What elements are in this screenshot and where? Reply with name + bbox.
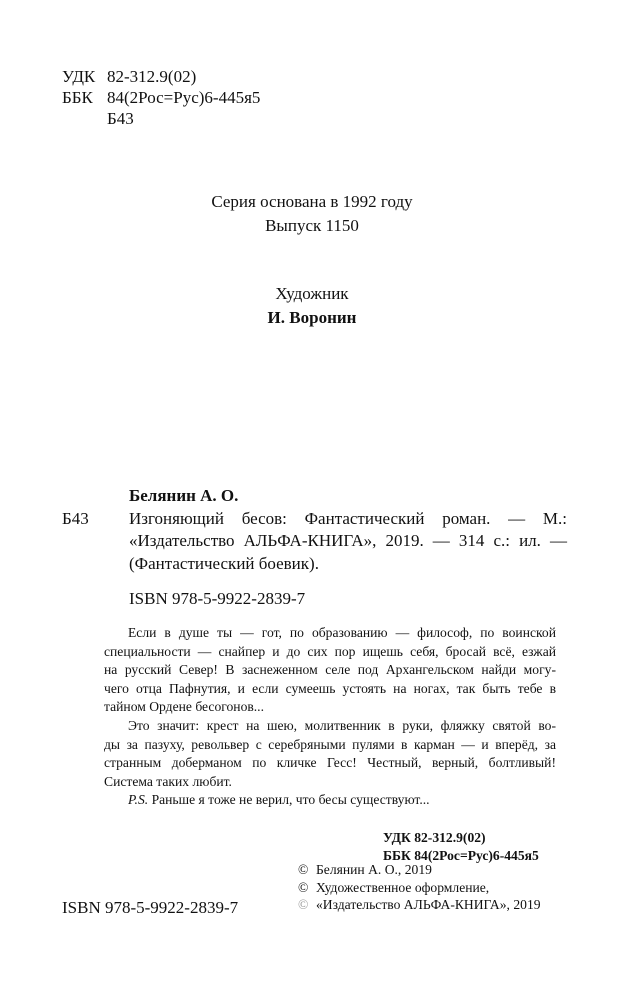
biblio-author: Белянин А. О.	[129, 486, 239, 505]
series-block	[0, 190, 624, 238]
udk-label: УДК	[62, 67, 96, 86]
copyright-line-1: © Белянин А. О., 2019	[298, 862, 432, 877]
udk-row	[62, 66, 260, 87]
artist-label: Художник	[275, 284, 349, 303]
annotation-line: чего отца Пафнутия, и если сумеешь устоять на ногах, так быть тебе в	[104, 680, 556, 696]
copyright-line-3: © «Издательство АЛЬФА-КНИГА», 2019	[298, 897, 541, 912]
biblio-text: Изгоняющий бесов: Фантастический роман. — М.:	[129, 508, 567, 528]
ps-label: P.S.	[128, 792, 149, 808]
annotation	[104, 624, 556, 810]
index-udk: УДК 82-312.9(02)	[383, 830, 486, 845]
isbn-bottom: ISBN 978-5-9922-2839-7	[62, 898, 239, 917]
copyright-block	[298, 861, 541, 914]
series-founded: Серия основана в 1992 году	[211, 192, 413, 211]
biblio-line-1	[62, 508, 567, 531]
index-bbk: ББК 84(2Рос=Рус)6-445я5	[383, 848, 539, 863]
copyright-icon: ©	[298, 897, 309, 912]
bbk-row	[62, 87, 260, 108]
ps-text: Раньше я тоже не верил, что бесы существуют...	[151, 792, 430, 808]
author-mark: Б43	[107, 109, 134, 128]
author-mark-row	[62, 108, 260, 129]
biblio-author-line	[62, 485, 567, 508]
udk-value: 82-312.9(02)	[107, 67, 197, 86]
copyright-icon: ©	[298, 879, 309, 895]
bbk-label: ББК	[62, 88, 93, 107]
artist-name: И. Воронин	[267, 308, 357, 327]
annotation-line: на русский Север! В заснеженном селе под Архангельском найди могу-	[104, 662, 556, 678]
annotation-line: ды за пазуху, револьвер с серебряными пулями в карман — и вперёд, за	[104, 736, 556, 752]
classification-block	[62, 66, 260, 129]
biblio-line-2	[62, 530, 567, 553]
biblio-text: (Фантастический боевик).	[129, 553, 319, 573]
copyright-icon: ©	[298, 862, 309, 877]
index-codes	[383, 829, 539, 865]
series-issue: Выпуск 1150	[265, 216, 359, 235]
annotation-line: Система таких любит.	[104, 773, 232, 789]
annotation-line: тайном Ордене бесогонов...	[104, 699, 264, 715]
copyright-line-2: © Художественное оформление,	[298, 879, 490, 895]
biblio-isbn: ISBN 978-5-9922-2839-7	[129, 589, 306, 608]
annotation-line: Это значит: крест на шею, молитвенник в руки, фляжку святой во-	[128, 717, 556, 733]
annotation-line: специальности — снайпер и до сих пор ищешь себя, бросай всё, езжай	[104, 643, 556, 659]
bbk-value: 84(2Рос=Рус)6-445я5	[107, 88, 261, 107]
biblio-line-3	[62, 553, 567, 576]
artist-block	[0, 282, 624, 330]
bibliographic-record	[62, 485, 567, 575]
biblio-mark: Б43	[62, 508, 89, 528]
biblio-text: «Издательство АЛЬФА-КНИГА», 2019. — 314 с.: ил. —	[129, 531, 567, 550]
annotation-line: Если в душе ты — гот, по образованию — философ, по воинской	[128, 625, 556, 640]
annotation-ps-line	[104, 791, 556, 810]
annotation-line: странным доберманом по кличке Гесс! Честный, верный, болтливый!	[104, 755, 556, 771]
